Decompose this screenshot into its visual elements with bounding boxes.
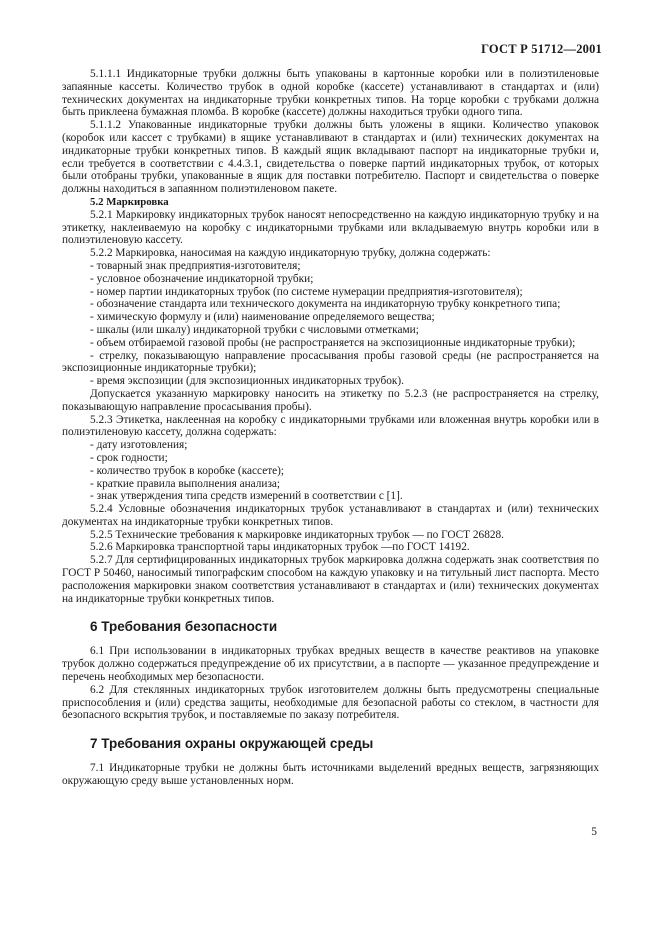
paragraph-allowance: Допускается указанную маркировку наносить на этикетку по 5.2.3 (не распространяется на стрелку, показывающую направление просасывания пробы). — [62, 387, 599, 413]
marking-list — [62, 260, 599, 388]
list-item: - стрелку, показывающую направление просасывания пробы газовой среды (не распространяется на экспозиционные индикаторные трубки); — [62, 349, 599, 375]
page-number: 5 — [591, 826, 597, 838]
paragraph-5-2-7: 5.2.7 Для сертифицированных индикаторных трубок маркировка должна содержать знак соответствия по ГОСТ Р 50460, наносимый типографским способом на каждую упаковку и на титульный лист паспорта. Место расположения маркировки знаком соответствия устанавливают в стандартах и (или) технических документах на индикаторные трубки конкретных типов. — [62, 554, 599, 605]
document-body — [62, 68, 599, 788]
list-item: - номер партии индикаторных трубок (по системе нумерации предприятия-изготовителя); — [90, 285, 523, 298]
paragraph-5-2-2: 5.2.2 Маркировка, наносимая на каждую индикаторную трубку, должна содержать: — [90, 247, 491, 260]
label-list — [62, 439, 599, 503]
list-item: - время экспозиции (для экспозиционных индикаторных трубок). — [90, 375, 404, 388]
paragraph-5-2-4: 5.2.4 Условные обозначения индикаторных трубок устанавливают в стандартах и (или) технических документах на индикаторные трубки конкретных типов. — [62, 503, 599, 528]
list-item: - знак утверждения типа средств измерений в соответствии с [1]. — [90, 490, 403, 503]
section-7-heading: 7 Требования охраны окружающей среды — [90, 736, 374, 752]
list-item: - объем отбираемой газовой пробы (не распространяется на экспозиционные индикаторные трубки); — [90, 336, 576, 349]
paragraph-5-2-6: 5.2.6 Маркировка транспортной тары индикаторных трубок —по ГОСТ 14192. — [90, 541, 470, 554]
list-item: - количество трубок в коробке (кассете); — [90, 464, 285, 477]
paragraph-5-1-1-1: 5.1.1.1 Индикаторные трубки должны быть упакованы в картонные коробки или в полиэтиленовые запаянные кассеты. Количество трубок в одной коробке (кассете) устанавливают в стандартах и (или) технических документах на индикаторные трубки конкретных типов. На торце коробки с трубками должна быть приклеена бумажная пломба. В коробке (кассете) должны находиться трубки одного типа. — [62, 68, 599, 119]
paragraph-5-2-5: 5.2.5 Технические требования к маркировке индикаторных трубок — по ГОСТ 26828. — [90, 528, 504, 541]
paragraph-6-1: 6.1 При использовании в индикаторных трубках вредных веществ в качестве реактивов на упаковке трубок должно содержаться предупреждение об их присутствии, а в паспорте — указанное предупреждение и перечень необходимых мер безопасности. — [62, 645, 599, 684]
list-item: - условное обозначение индикаторной трубки; — [90, 272, 314, 285]
list-item: - химическую формулу и (или) наименование определяемого вещества; — [90, 311, 435, 324]
section-6-heading: 6 Требования безопасности — [90, 619, 278, 635]
list-item: - краткие правила выполнения анализа; — [90, 477, 281, 490]
section-5-2-heading: 5.2 Маркировка — [90, 195, 169, 208]
list-item: - срок годности; — [90, 451, 168, 464]
list-item: - шкалы (или шкалу) индикаторной трубки с числовыми отметками; — [90, 323, 419, 336]
paragraph-5-2-1: 5.2.1 Маркировку индикаторных трубок наносят непосредственно на каждую индикаторную трубку и на этикетку, наклеиваемую на коробку с индикаторными трубками или вкладываемую внутрь коробки или в полиэтиленовую кассету. — [62, 208, 599, 247]
list-item: - товарный знак предприятия-изготовителя; — [90, 259, 301, 272]
list-item: - дату изготовления; — [90, 439, 188, 452]
document-header: ГОСТ Р 51712—2001 — [481, 42, 602, 56]
list-item: - обозначение стандарта или технического документа на индикаторную трубку конкретного типа; — [90, 298, 561, 311]
paragraph-7-1: 7.1 Индикаторные трубки не должны быть источниками выделений вредных веществ, загрязняющих окружающую среду выше установленных норм. — [62, 762, 599, 788]
paragraph-5-2-3: 5.2.3 Этикетка, наклеенная на коробку с индикаторными трубками или вложенная внутрь коробки или в полиэтиленовую кассету, должна содержать: — [62, 413, 599, 439]
paragraph-5-1-1-2: 5.1.1.2 Упакованные индикаторные трубки должны быть уложены в ящики. Количество упаковок (коробок или кассет с трубками) в ящике устанавливают в стандартах и (или) технических документах на индикаторные трубки конкретных типов. В каждый ящик вкладывают паспорт на индикаторные трубки и, если требуется в соответствии с 4.4.3.1, свидетельства о поверке партий индикаторных трубок, от которых были отобраны трубки, упакованные в ящик для поставки потребителю. Паспорт и свидетельства о поверке должны находиться в запаянном полиэтиленовом пакете. — [62, 119, 599, 196]
paragraph-6-2: 6.2 Для стеклянных индикаторных трубок изготовителем должны быть предусмотрены специальные приспособления и (или) средства защиты, необходимые для безопасной работы со стеклом, в частности для безопасного вскрытия трубок, и поставляемые по заказу потребителя. — [62, 683, 599, 722]
